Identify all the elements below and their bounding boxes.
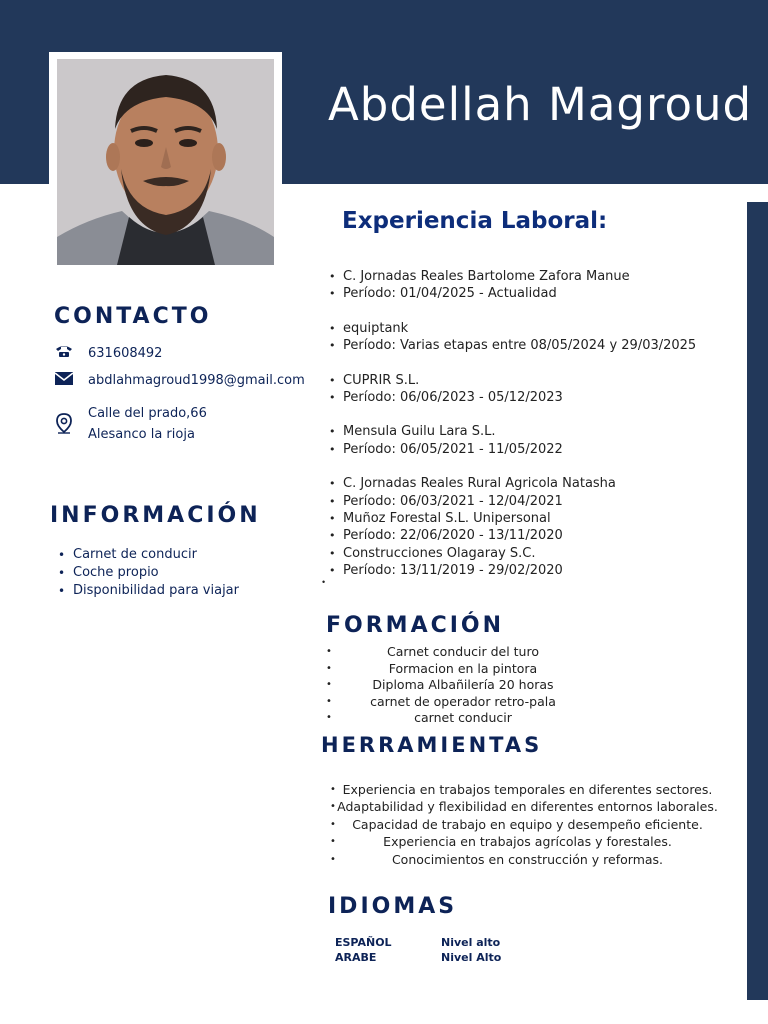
list-item: • Período: Varias etapas entre 08/05/2024 y 29/03/2025 xyxy=(320,337,696,354)
phone-number: 631608492 xyxy=(88,346,163,361)
list-item: • Carnet de conducir xyxy=(50,546,239,564)
list-item: • carnet de operador retro-pala xyxy=(322,694,604,711)
experiencia-heading: Experiencia Laboral: xyxy=(342,208,608,234)
language-name: ARABE xyxy=(335,951,377,964)
list-item: • Período: 01/04/2025 - Actualidad xyxy=(320,285,696,302)
list-item: • Formacion en la pintora xyxy=(322,661,604,678)
list-item: • Diploma Albañilería 20 horas xyxy=(322,677,604,694)
list-item: • Período: 06/06/2023 - 05/12/2023 xyxy=(320,389,696,406)
contact-address xyxy=(54,403,207,445)
profile-photo-frame xyxy=(49,52,282,272)
experiencia-list xyxy=(320,268,696,580)
phone-icon xyxy=(54,343,74,359)
list-item: • equiptank xyxy=(320,320,696,337)
email-address[interactable]: abdlahmagroud1998@gmail.com xyxy=(88,373,305,388)
list-item: • Período: 13/11/2019 - 29/02/2020 xyxy=(320,562,696,579)
stray-bullet: • xyxy=(322,577,326,587)
list-item: • Carnet conducir del turo xyxy=(322,644,604,661)
herramientas-list xyxy=(326,781,729,868)
address-line-1: Calle del prado,66 xyxy=(88,406,207,421)
list-item: • Construcciones Olagaray S.C. xyxy=(320,545,696,562)
contact-phone xyxy=(54,343,162,364)
list-item: • Conocimientos en construcción y reformas. xyxy=(326,851,729,868)
list-item: • Experiencia en trabajos agrícolas y forestales. xyxy=(326,833,729,850)
language-name: ESPAÑOL xyxy=(335,936,392,949)
contact-email xyxy=(54,370,305,391)
list-item: • Coche propio xyxy=(50,564,239,582)
candidate-name: Abdellah Magroud xyxy=(328,78,753,131)
idiomas-heading: IDIOMAS xyxy=(328,894,458,919)
informacion-heading: INFORMACIÓN xyxy=(50,503,261,528)
address-line-2: Alesanco la rioja xyxy=(88,427,195,442)
location-pin-icon xyxy=(54,413,74,429)
list-item: • C. Jornadas Reales Rural Agricola Natasha xyxy=(320,475,696,492)
list-item: • Muñoz Forestal S.L. Unipersonal xyxy=(320,510,696,527)
formacion-heading: FORMACIÓN xyxy=(326,613,505,638)
informacion-list xyxy=(50,546,239,600)
right-accent-bar xyxy=(747,202,768,1000)
herramientas-heading: HERRAMIENTAS xyxy=(321,733,543,757)
list-item: • Mensula Guilu Lara S.L. xyxy=(320,423,696,440)
portrait-illustration xyxy=(57,59,274,265)
list-item: • Período: 22/06/2020 - 13/11/2020 xyxy=(320,527,696,544)
language-level: Nivel Alto xyxy=(441,951,502,964)
list-item: • Capacidad de trabajo en equipo y desempeño eficiente. xyxy=(326,816,729,833)
formacion-list xyxy=(322,644,604,727)
list-item: • Período: 06/05/2021 - 11/05/2022 xyxy=(320,441,696,458)
list-item: • Adaptabilidad y flexibilidad en diferentes entornos laborales. xyxy=(326,798,729,815)
mail-icon xyxy=(54,370,74,386)
language-level: Nivel alto xyxy=(441,936,501,949)
profile-photo xyxy=(57,59,274,265)
list-item: • carnet conducir xyxy=(322,710,604,727)
list-item: • Período: 06/03/2021 - 12/04/2021 xyxy=(320,493,696,510)
list-item: • C. Jornadas Reales Bartolome Zafora Manue xyxy=(320,268,696,285)
list-item: • Experiencia en trabajos temporales en diferentes sectores. xyxy=(326,781,729,798)
list-item: • CUPRIR S.L. xyxy=(320,372,696,389)
list-item: • Disponibilidad para viajar xyxy=(50,582,239,600)
contacto-heading: CONTACTO xyxy=(54,304,212,329)
